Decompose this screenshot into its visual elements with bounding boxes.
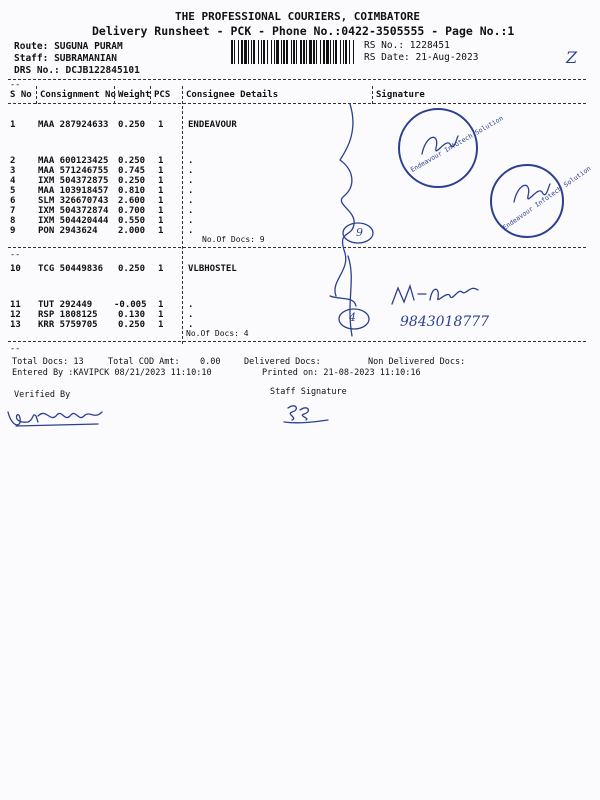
rs-date-value: 21-Aug-2023 [415,52,479,63]
rs-date-label: RS Date: [364,52,410,63]
non-delivered-docs: Non Delivered Docs: [368,357,466,367]
route-value: SUGUNA PURAM [54,41,123,52]
company-name: THE PROFESSIONAL COURIERS, COIMBATORE [175,10,421,23]
barcode-bar [283,40,285,64]
barcode-bar [326,40,329,64]
consignee-name: VLBHOSTEL [188,264,237,274]
barcode-bar [271,40,272,64]
barcode-bar [296,40,297,64]
barcode-bar [238,40,239,64]
separator [8,247,586,248]
barcode-bar [231,40,233,64]
runsheet-title: Delivery Runsheet - PCK - Phone No.:0422-3505555 - Page No.:1 [92,24,515,38]
handwritten-count-9: 9 [356,226,363,239]
barcode-bar [251,40,252,64]
column-consignee: Consignee Details [186,90,279,100]
rs-date-line [364,52,478,63]
separator [8,341,586,342]
rs-no-value: 1228451 [409,40,450,51]
barcode-bar [286,40,288,64]
barcode-bar [330,40,331,64]
barcode-bar [306,40,307,64]
column-pcs: PCS [154,90,171,100]
docs-count: No.Of Docs: 4 [186,329,249,338]
barcode-bar [345,40,347,64]
rs-no-line [364,40,450,51]
barcode-bar [316,40,317,64]
barcode-bar [267,40,268,64]
barcode-bar [281,40,282,64]
verified-signature [2,398,110,434]
route-label: Route: [14,41,49,52]
total-docs: Total Docs: 13 [12,357,84,367]
barcode-bar [335,40,337,64]
entered-by: Entered By :KAVIPCK 08/21/2023 11:10:10 [12,368,212,378]
docs-count: No.Of Docs: 9 [202,235,265,244]
staff-signature [278,400,334,426]
handwritten-count-4: 4 [349,311,356,324]
route-line [14,41,123,52]
separator [8,103,586,104]
rs-no-label: RS No.: [364,40,405,51]
staff-label: Staff: [14,53,49,64]
column-weight: Weight [118,90,151,100]
total-cod-value: 0.00 [200,357,221,367]
company-stamp: Endeavour Infotech Solution [398,108,478,188]
barcode-bar [303,40,305,64]
staff-line [14,53,117,64]
barcode-bar [353,40,354,64]
barcode-bar [291,40,292,64]
barcode-bar [309,40,312,64]
staff-value: SUBRAMANIAN [54,53,117,64]
receiver-signature [388,280,488,310]
barcode [230,40,358,64]
barcode-bar [313,40,315,64]
receiver-phone: 9843018777 [400,314,490,330]
corner-mark: Z [566,48,578,67]
company-stamp: Endeavour Infotech Solution [490,164,564,238]
barcode-bar [349,40,350,64]
column-sno: S No [10,90,32,100]
column-consignment: Consignment No [40,90,116,100]
barcode-bar [343,40,344,64]
barcode-bar [293,40,295,64]
verified-by-label: Verified By [14,390,71,400]
consignee-name: ENDEAVOUR [188,120,237,130]
barcode-bar [258,40,259,64]
barcode-bar [263,40,265,64]
barcode-bar [333,40,334,64]
barcode-bar [300,40,302,64]
barcode-bar [340,40,341,64]
barcode-bar [244,40,247,64]
barcode-bar [323,40,325,64]
barcode-bar [248,40,249,64]
drs-value: DCJB122845101 [65,65,140,76]
barcode-bar [320,40,321,64]
barcode-bar [241,40,243,64]
drs-line [14,65,140,76]
printed-on: Printed on: 21-08-2023 11:10:16 [262,368,421,378]
total-cod-label: Total COD Amt: [108,357,180,367]
barcode-bar [261,40,262,64]
separator [8,79,586,80]
barcode-bar [234,40,235,64]
delivered-docs: Delivered Docs: [244,357,321,367]
barcode-bar [276,40,279,64]
barcode-bar [253,40,255,64]
drs-label: DRS No.: [14,65,60,76]
barcode-bar [274,40,275,64]
column-signature: Signature [376,90,425,100]
staff-signature-label: Staff Signature [270,387,347,397]
